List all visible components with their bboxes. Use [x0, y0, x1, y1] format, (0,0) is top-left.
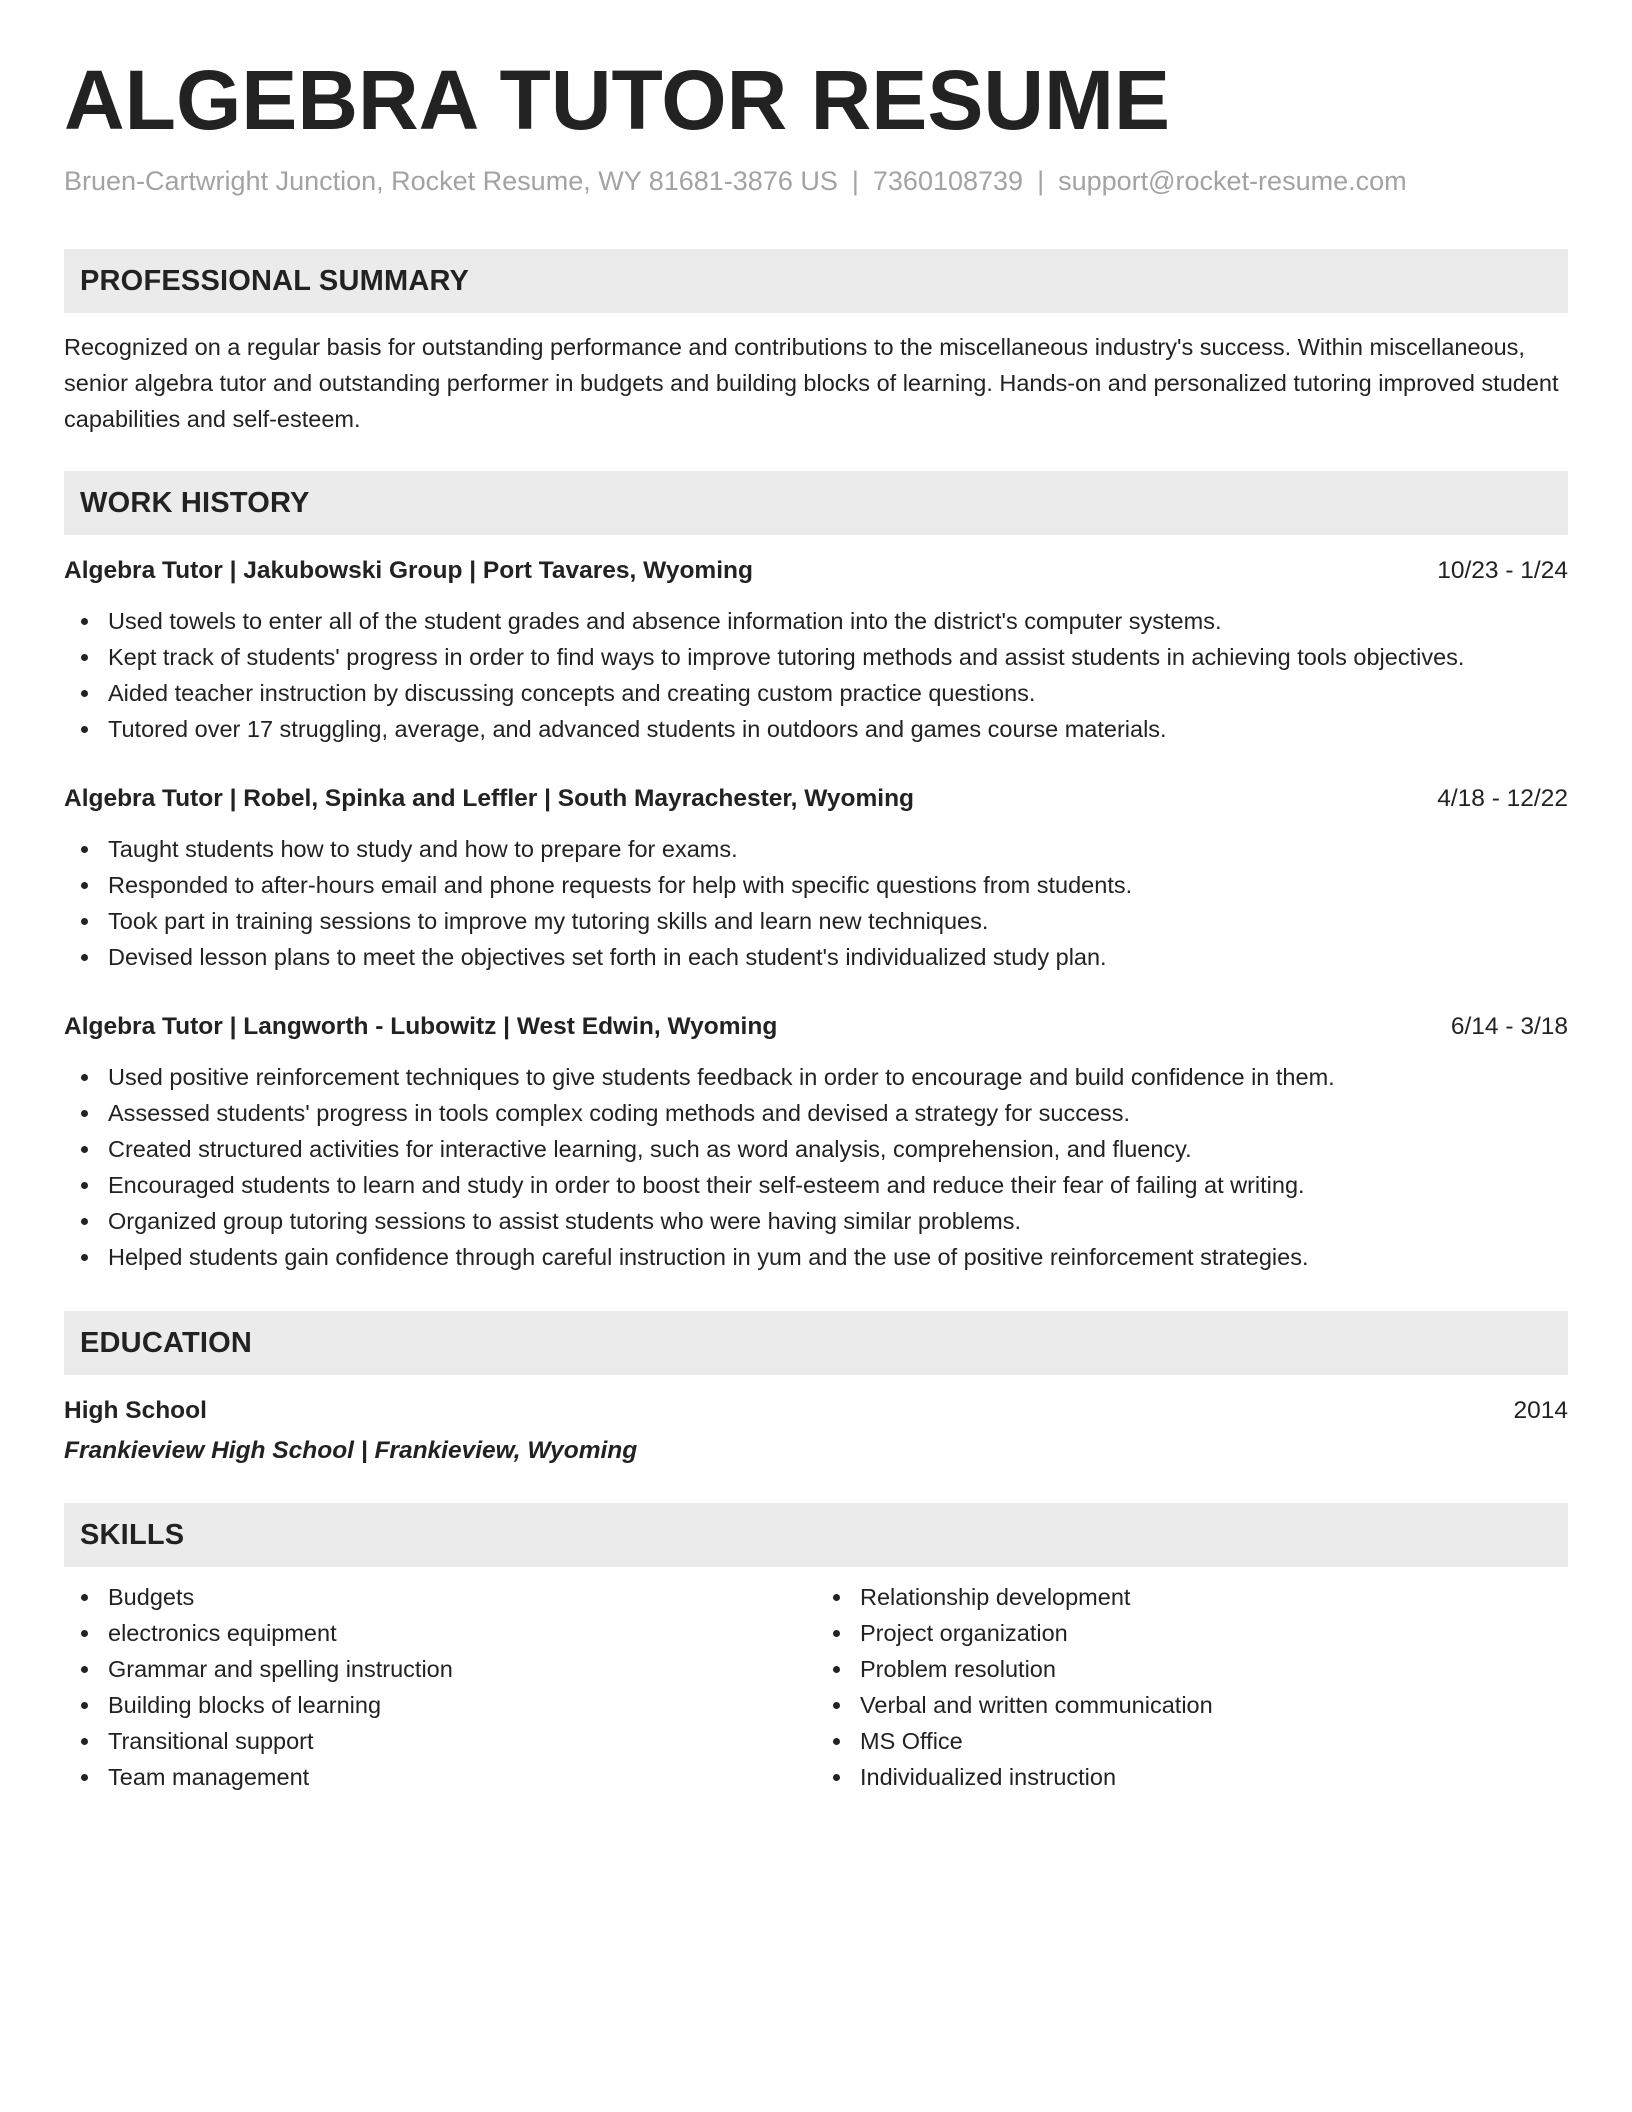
job-entry	[64, 781, 1568, 975]
job-bullet: Tutored over 17 struggling, average, and advanced students in outdoors and games course materials.	[108, 711, 1568, 747]
contact-email: support@rocket-resume.com	[1058, 166, 1407, 196]
contact-separator: |	[851, 166, 859, 196]
skill-item: electronics equipment	[108, 1615, 816, 1651]
skill-item: Team management	[108, 1759, 816, 1795]
job-bullet: Created structured activities for interactive learning, such as word analysis, comprehension, and fluency.	[108, 1131, 1568, 1167]
job-bullet: Encouraged students to learn and study in order to boost their self-esteem and reduce their fear of failing at writing.	[108, 1167, 1568, 1203]
skill-item: MS Office	[860, 1723, 1568, 1759]
job-bullet: Aided teacher instruction by discussing concepts and creating custom practice questions.	[108, 675, 1568, 711]
job-title: Algebra Tutor | Jakubowski Group | Port Tavares, Wyoming	[64, 557, 753, 585]
summary-text: Recognized on a regular basis for outstanding performance and contributions to the miscellaneous industry's success. Within miscellaneous, senior algebra tutor and outstanding performer in budgets and building blocks of learning. Hands-on and personalized tutoring improved student capabilities and self-esteem.	[64, 334, 1559, 433]
skill-item: Verbal and written communication	[860, 1687, 1568, 1723]
skill-item: Grammar and spelling instruction	[108, 1651, 816, 1687]
job-bullet: Helped students gain confidence through careful instruction in yum and the use of positive reinforcement strategies.	[108, 1239, 1568, 1275]
skill-item: Problem resolution	[860, 1651, 1568, 1687]
skills-list	[816, 1579, 1568, 1795]
job-bullet: Assessed students' progress in tools complex coding methods and devised a strategy for success.	[108, 1095, 1568, 1131]
skills-section	[64, 1503, 1568, 1795]
job-title: Algebra Tutor | Robel, Spinka and Leffler | South Mayrachester, Wyoming	[64, 785, 915, 813]
summary-heading: PROFESSIONAL SUMMARY	[64, 249, 1568, 313]
job-bullet: Kept track of students' progress in order to find ways to improve tutoring methods and assist students in achieving tools objectives.	[108, 639, 1568, 675]
skills-column-right	[816, 1579, 1568, 1795]
job-dates: 10/23 - 1/24	[1437, 557, 1568, 585]
education-header	[64, 1393, 1568, 1429]
education-heading: EDUCATION	[64, 1311, 1568, 1375]
job-bullet: Used positive reinforcement techniques to give students feedback in order to encourage and build confidence in them.	[108, 1059, 1568, 1095]
job-entry	[64, 1009, 1568, 1275]
job-bullet: Taught students how to study and how to prepare for exams.	[108, 831, 1568, 867]
job-bullet: Responded to after-hours email and phone requests for help with specific questions from students.	[108, 867, 1568, 903]
contact-phone: 7360108739	[872, 166, 1024, 196]
skills-column-left	[64, 1579, 816, 1795]
skill-item: Individualized instruction	[860, 1759, 1568, 1795]
skill-item: Relationship development	[860, 1579, 1568, 1615]
education-school: Frankieview High School | Frankieview, Wyoming	[64, 1437, 638, 1465]
education-degree: High School	[64, 1397, 207, 1425]
job-header	[64, 781, 1568, 817]
skills-heading: SKILLS	[64, 1503, 1568, 1567]
skill-item: Transitional support	[108, 1723, 816, 1759]
work-history-heading: WORK HISTORY	[64, 471, 1568, 535]
job-bullet: Took part in training sessions to improve my tutoring skills and learn new techniques.	[108, 903, 1568, 939]
skill-item: Budgets	[108, 1579, 816, 1615]
job-dates: 6/14 - 3/18	[1450, 1013, 1568, 1041]
skill-item: Building blocks of learning	[108, 1687, 816, 1723]
contact-address: Bruen-Cartwright Junction, Rocket Resume, WY 81681-3876 US	[64, 166, 838, 196]
contact-line	[64, 164, 1568, 199]
job-header	[64, 1009, 1568, 1045]
skills-list	[64, 1579, 816, 1795]
education-year: 2014	[1513, 1397, 1568, 1425]
job-bullets	[64, 603, 1568, 747]
summary-section	[64, 249, 1568, 437]
job-bullet: Organized group tutoring sessions to assist students who were having similar problems.	[108, 1203, 1568, 1239]
job-entry	[64, 553, 1568, 747]
job-bullets	[64, 1059, 1568, 1275]
job-bullet: Used towels to enter all of the student grades and absence information into the district's computer systems.	[108, 603, 1568, 639]
contact-separator: |	[1037, 166, 1045, 196]
job-dates: 4/18 - 12/22	[1437, 785, 1568, 813]
job-bullet: Devised lesson plans to meet the objectives set forth in each student's individualized study plan.	[108, 939, 1568, 975]
job-title: Algebra Tutor | Langworth - Lubowitz | West Edwin, Wyoming	[64, 1013, 778, 1041]
skill-item: Project organization	[860, 1615, 1568, 1651]
skills-columns	[64, 1579, 1568, 1795]
resume-title: ALGEBRA TUTOR RESUME	[64, 53, 1171, 147]
job-header	[64, 553, 1568, 589]
education-section	[64, 1311, 1568, 1469]
work-history-section	[64, 471, 1568, 1275]
job-bullets	[64, 831, 1568, 975]
